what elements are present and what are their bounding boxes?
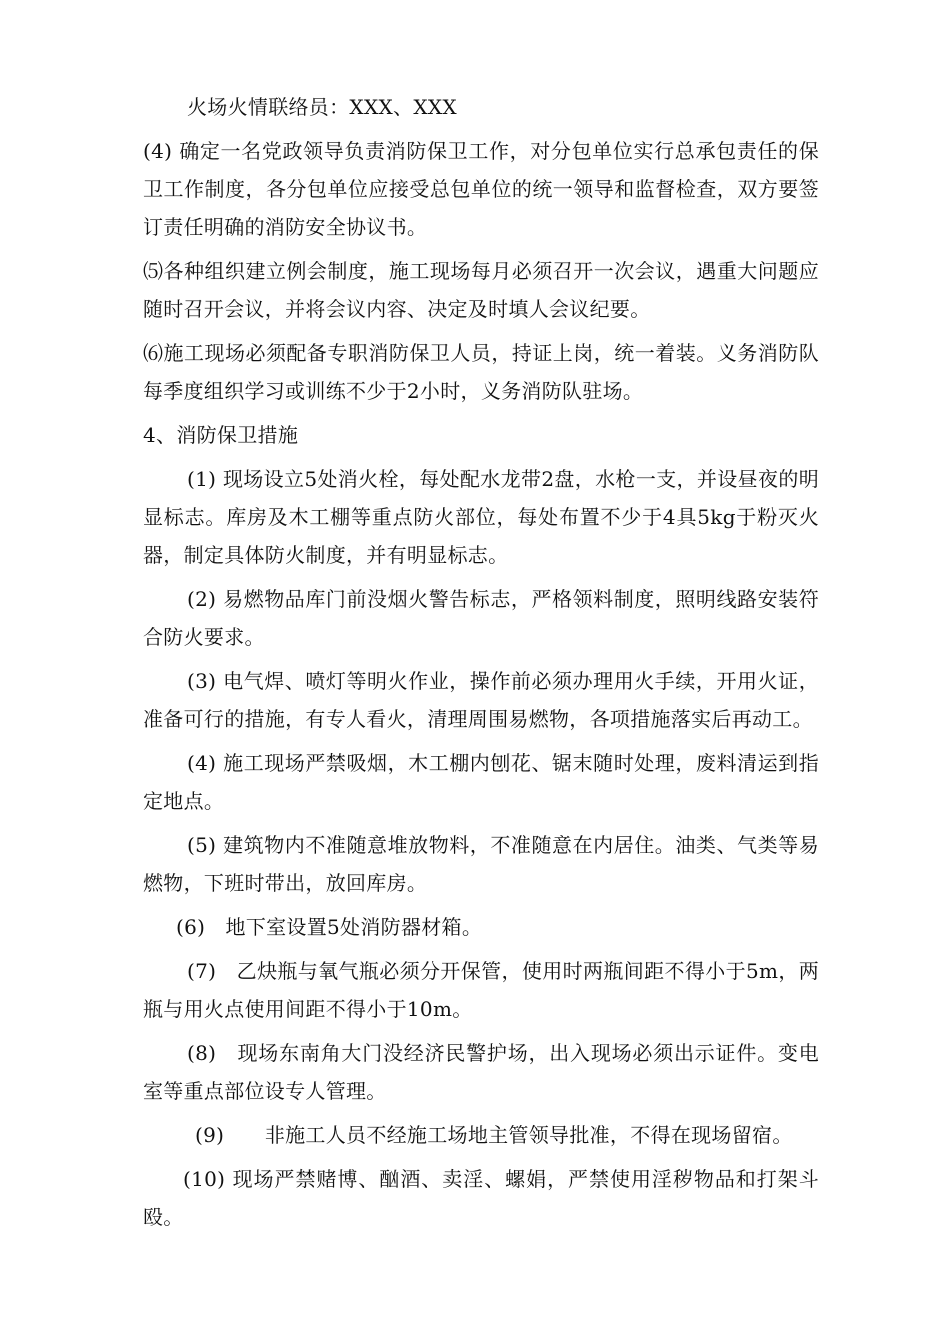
measure-4-no-smoking: (4) 施工现场严禁吸烟，木工棚内刨花、锯末随时处理，废料清运到指定地点。	[143, 751, 819, 813]
measure-8-gate-guard: (8) 现场东南角大门没经济民警护场，出入现场必须出示证件。变电室等重点部位设专人管理。	[143, 1041, 819, 1103]
paragraph-5-meetings: ⑸各种组织建立例会制度，施工现场每月必须召开一次会议，遇重大问题应随时召开会议，并将会议内容、决定及时填人会议纪要。	[143, 259, 819, 321]
fire-liaison-line: 火场火情联络员：XXX、XXX	[187, 95, 457, 119]
paragraph-6-personnel: ⑹施工现场必须配备专职消防保卫人员，持证上岗，统一着装。义务消防队每季度组织学习或训练不少于2小时，义务消防队驻场。	[143, 341, 819, 403]
section-heading-measures: 4、消防保卫措施	[143, 423, 299, 447]
document-page	[143, 88, 819, 1242]
measure-2-flammables: (2) 易燃物品库门前没烟火警告标志，严格领料制度，照明线路安装符合防火要求。	[143, 587, 819, 649]
paragraph-4-leadership: (4) 确定一名党政领导负责消防保卫工作，对分包单位实行总承包责任的保卫工作制度，各分包单位应接受总包单位的统一领导和监督检查，双方要签订责任明确的消防安全协议书。	[143, 139, 819, 239]
measure-3-open-flame: (3) 电气焊、喷灯等明火作业，操作前必须办理用火手续，开用火证，准备可行的措施，有专人看火，清理周围易燃物，各项措施落实后再动工。	[143, 669, 819, 731]
measure-6-basement: (6) 地下室设置5处消防器材箱。	[176, 915, 483, 939]
measure-7-gas-cylinders: (7) 乙炔瓶与氧气瓶必须分开保管，使用时两瓶间距不得小于5m，两瓶与用火点使用间距不得小于10m。	[143, 959, 819, 1021]
measure-9-overnight: (9) 非施工人员不经施工场地主管领导批准，不得在现场留宿。	[195, 1123, 793, 1147]
measure-10-prohibitions: (10) 现场严禁赌博、酗酒、卖淫、螺娟，严禁使用淫秽物品和打架斗殴。	[143, 1167, 819, 1229]
measure-1-hydrants: (1) 现场设立5处消火栓，每处配水龙带2盘，水枪一支，并设昼夜的明显标志。库房及木工棚等重点防火部位，每处布置不少于4具5kg于粉灭火器，制定具体防火制度，并有明显标志。	[143, 467, 819, 567]
measure-5-storage: (5) 建筑物内不准随意堆放物料，不准随意在内居住。油类、气类等易燃物，下班时带出，放回库房。	[143, 833, 819, 895]
